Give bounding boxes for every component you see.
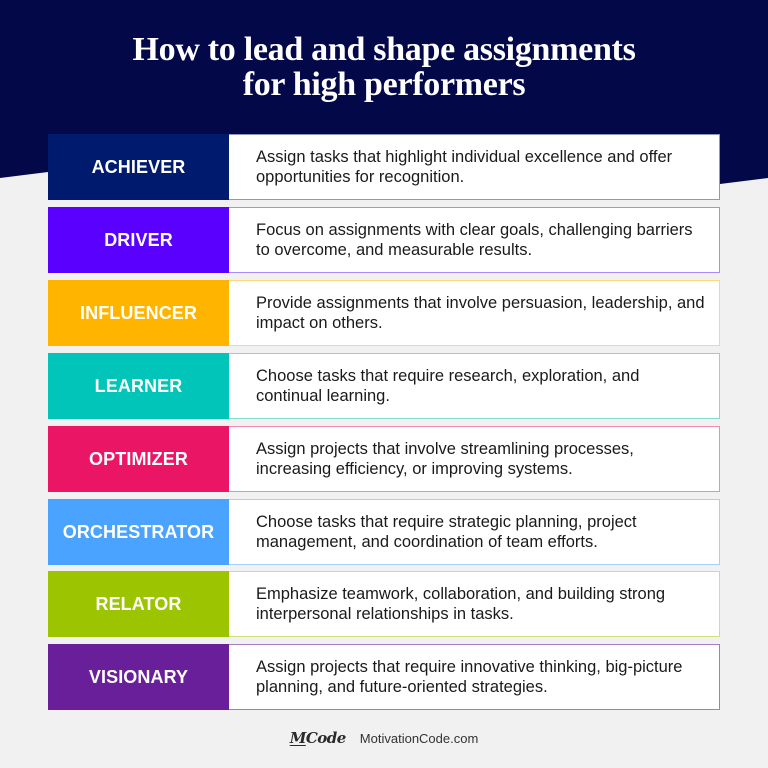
- card-label: ACHIEVER: [48, 134, 229, 200]
- card-description: Choose tasks that require strategic planning, project management, and coordination of team efforts.: [229, 499, 720, 565]
- footer: [0, 726, 768, 750]
- card-label: DRIVER: [48, 207, 229, 273]
- card-description: Assign projects that require innovative thinking, big-picture planning, and future-oriented strategies.: [229, 644, 720, 710]
- page-title: [0, 32, 768, 102]
- card-label: LEARNER: [48, 353, 229, 419]
- mcode-logo: MCode: [289, 729, 346, 747]
- website-link[interactable]: MotivationCode.com: [359, 730, 479, 746]
- card-relator: [48, 571, 720, 637]
- card-label: OPTIMIZER: [48, 426, 229, 492]
- card-label: VISIONARY: [48, 644, 229, 710]
- card-label: INFLUENCER: [48, 280, 229, 346]
- title-line-2: for high performers: [242, 66, 526, 103]
- card-achiever: [48, 134, 720, 200]
- card-orchestrator: [48, 499, 720, 565]
- card-description: Choose tasks that require research, exploration, and continual learning.: [229, 353, 720, 419]
- card-description: Emphasize teamwork, collaboration, and building strong interpersonal relationships in tasks.: [229, 571, 720, 637]
- card-description: Provide assignments that involve persuasion, leadership, and impact on others.: [229, 280, 720, 346]
- title-line-1: How to lead and shape assignments: [132, 31, 636, 68]
- card-description: Assign projects that involve streamlining processes, increasing efficiency, or improving systems.: [229, 426, 720, 492]
- card-description: Focus on assignments with clear goals, challenging barriers to overcome, and measurable results.: [229, 207, 720, 273]
- card-learner: [48, 353, 720, 419]
- card-description: Assign tasks that highlight individual excellence and offer opportunities for recognition.: [229, 134, 720, 200]
- card-label: ORCHESTRATOR: [48, 499, 229, 565]
- card-label: RELATOR: [48, 571, 229, 637]
- card-optimizer: [48, 426, 720, 492]
- card-driver: [48, 207, 720, 273]
- card-visionary: [48, 644, 720, 710]
- card-influencer: [48, 280, 720, 346]
